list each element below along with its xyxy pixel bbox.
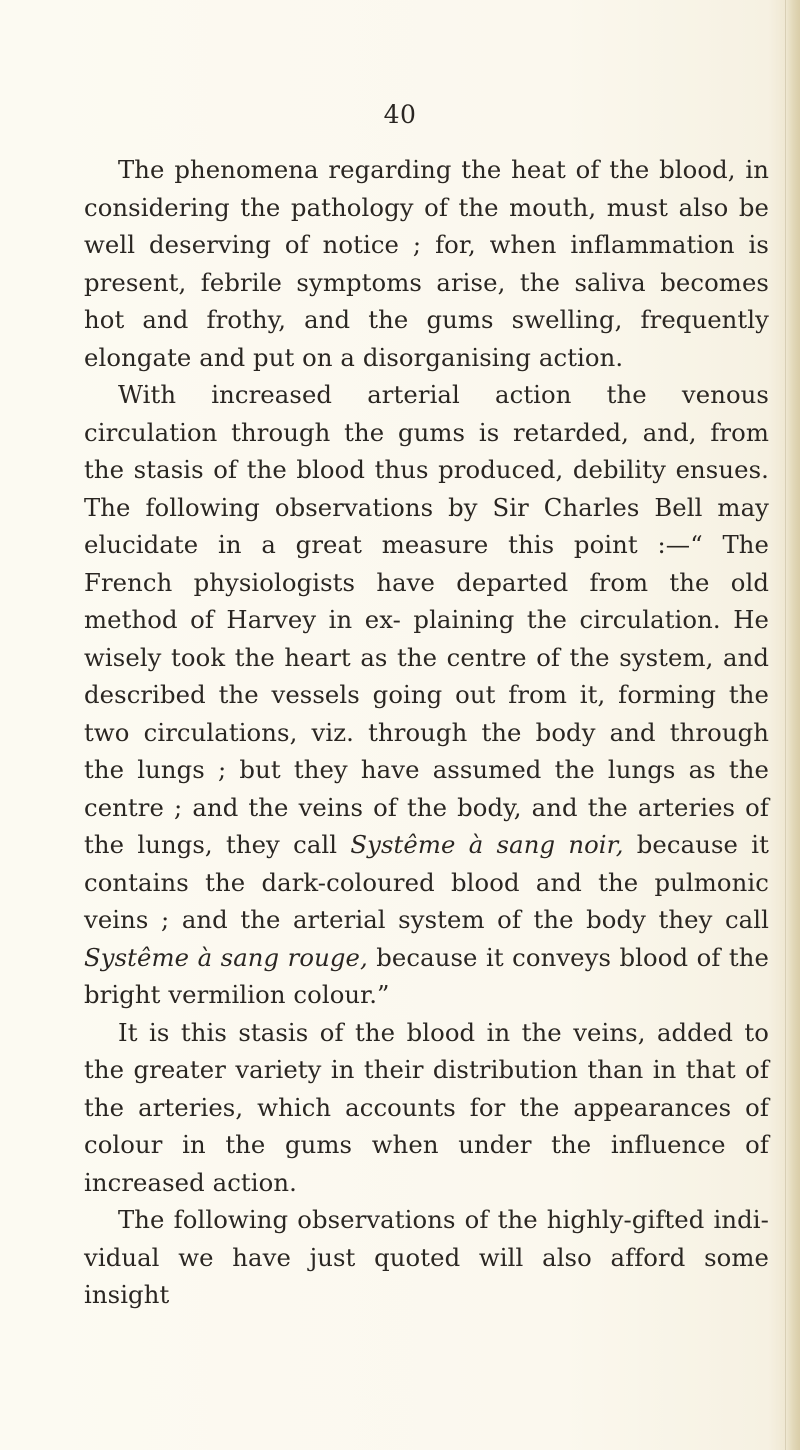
paragraph-stasis: It is this stasis of the blood in the veins, added to the greater variety in their distribution than in that of the arteries, which accounts for the appearances of colour in the gums when under the influence of increased action. <box>84 1017 769 1197</box>
paragraph-observations: The following observations of the highly-gifted indi- vidual we have just quoted will also afford some insight <box>84 1205 769 1309</box>
body-text <box>84 151 769 1314</box>
paragraph-text: With increased arterial action the venous circulation through the gums is retarded, and, from the stasis of the blood thus produced, debility ensues. The following observations by Sir Charles Bell may elucidate in a great measure this point :—“ The French physiologists have departed from the old method of Harvey in ex- plaining the circulation. He wisely took the heart as the centre of the system, and described the vessels going out from it, forming the two circulations, viz. through the body and through the lungs ; but they have assumed the lungs as the centre ; and the veins of the body, and the arteries of the lungs, they call <box>84 380 769 859</box>
italic-term: Systême à sang noir, <box>350 830 624 859</box>
paragraph-heat-of-blood: The phenomena regarding the heat of the blood, in considering the pathology of the mouth, must also be well deserving of notice ; for, when inflammation is present, febrile symptoms arise, the saliva becomes hot and frothy, and the gums swelling, frequently elongate and put on a disorganising action. <box>84 155 769 372</box>
page-number: 40 <box>383 100 417 129</box>
italic-term: Systême à sang rouge, <box>84 942 368 972</box>
paragraph-venous-circulation <box>84 376 769 1014</box>
paragraph-text: because it conveys blood of the bright vermilion colour.” <box>84 942 769 1009</box>
paragraph-text: because it contains the dark-coloured blood and the pulmonic veins ; and the arterial system of the body they call <box>84 830 769 934</box>
page-edge <box>785 0 800 1450</box>
